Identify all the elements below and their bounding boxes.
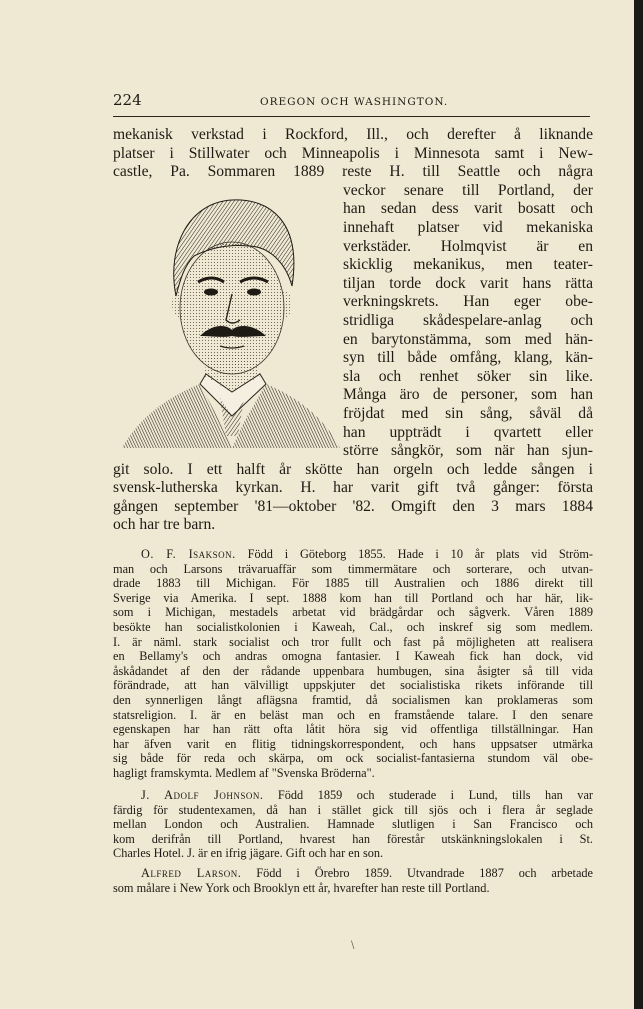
text-line: den synnerligen långt aflägsna framtid, då socialismen kan proklameras som [113,692,593,707]
text-line: verkningskrets. Han eger obe- [343,293,593,311]
text-line: drade 1883 till Michigan. För 1885 till Australien och 1886 direkt till [113,576,593,591]
text-line: mekanisk verkstad i Rockford, Ill., och derefter å liknande [113,126,593,143]
text-line: gången september '81—oktober '82. Omgift den 3 mars 1884 [113,497,593,515]
text-line: veckor senare till Portland, der [343,181,593,199]
portrait-engraving [120,186,342,456]
text-line: han sedan dess varit bosatt och [343,200,593,218]
text-line: han uppträdt i qvartett eller [343,423,593,441]
entry-larson [113,866,593,895]
text-line: kom derifrån till Portland, hvarest han förestår utskänkningslokalen i St. [113,831,593,846]
running-title: OREGON OCH WASHINGTON. [260,96,449,108]
text-line: mellan London och Australien. Hamnade slutligen i San Francisco och [113,817,593,832]
entry-isakson [113,547,593,781]
text-line: I. är näml. stark socialist och tror fullt och fast på möjligheten att realisera [113,634,593,649]
text-line: man och Larsons trävaruaffär som timmermätare och sorterare, och utvan- [113,561,593,576]
entry-name: J. Adolf Johnson. [141,788,264,802]
text-line: förändrade, att han välvilligt uppskjuter det socialistiska rikets införande till [113,678,593,693]
text-line: och har tre barn. [113,516,216,534]
margin-mark: \ [351,940,355,951]
text-line: färdig för studentexamen, då han i stället gick till sjös och i flera år seglade [113,802,593,817]
entry-name: Alfred Larson. [141,866,242,880]
text-line: statsreligion. I. är en beläst man och en framstående talare. I den senare [113,707,593,722]
text-line: större sångkör, som när han sjun- [343,442,593,460]
text-line: sig både för reda och skärpa, om ock socialist-fantasierna stundom väl obe- [113,751,593,766]
text-line: åskådandet af den der rådande uppenbara humbugen, sina åsigter så till vida [113,663,593,678]
text-line: Charles Hotel. J. är en ifrig jägare. Gift och har en son. [113,846,384,861]
text-line: svensk-lutherska kyrkan. H. har varit gift två gånger: första [113,479,593,497]
text-line: en barytonstämma, som med hän- [343,330,593,348]
text-line: har äfven varit en flitig tidningskorrespondent, och hans uppsatser utmärka [113,736,593,751]
text-line: git solo. I ett halft år skötte han orgeln och ledde sången i [113,460,593,478]
text-line: innehaft platser vid mekaniska [343,218,593,236]
text-line: Sverige via Amerika. I sept. 1888 kom han till Portland och har här, lik- [113,590,593,605]
text-line: som i Michigan, mestadels arbetat vid brädgårdar och sågverk. Våren 1889 [113,605,593,620]
page-number: 224 [113,91,142,109]
page-edge [634,0,643,1009]
text-line: en Bellamy's och andras omogna fantasier. I Kaweah fick han dock, vid [113,649,593,664]
entry-first-line: Alfred Larson. Född i Örebro 1859. Utvandrade 1887 och arbetade [141,866,593,880]
entry-johnson [113,788,593,861]
text-line: verkstäder. Holmqvist är en [343,237,593,255]
entry-first-line: O. F. Isakson. Född i Göteborg 1855. Hade i 10 år plats vid Ström- [141,547,593,561]
text-line: som målare i New York och Brooklyn ett år, hvarefter han reste till Portland. [113,880,490,895]
text-line: platser i Stillwater och Minneapolis i Minnesota samt i New- [113,144,593,162]
text-line: syn till både omfång, klang, kän- [343,349,593,367]
text-line: sla och renhet söker sin like. [343,367,593,385]
text-line: hagligt framskymta. Medlem af "Svenska Bröderna". [113,765,375,780]
text-line: skicklig mekanikus, men teater- [343,256,593,274]
text-line: fröjdat med sin sång, såväl då [343,404,593,422]
text-line: castle, Pa. Sommaren 1889 reste H. till Seattle och några [113,163,593,181]
text-line: Många äro de personer, som han [343,386,593,404]
text-line: tiljan torde dock varit hans rätta [343,274,593,292]
text-line: stridliga skådespelare-anlag och [343,311,593,329]
header-rule [113,116,590,117]
entry-name: O. F. Isakson. [141,547,236,561]
text-line: besökte han socialistkolonien i Kaweah, Cal., och inskref sig som medlem. [113,619,593,634]
entry-first-line: J. Adolf Johnson. Född 1859 och studerade i Lund, tills han var [141,788,593,802]
text-line: egenskapen har han rätt ofta låtit höra sig vid offentliga tillställningar. Han [113,722,593,737]
